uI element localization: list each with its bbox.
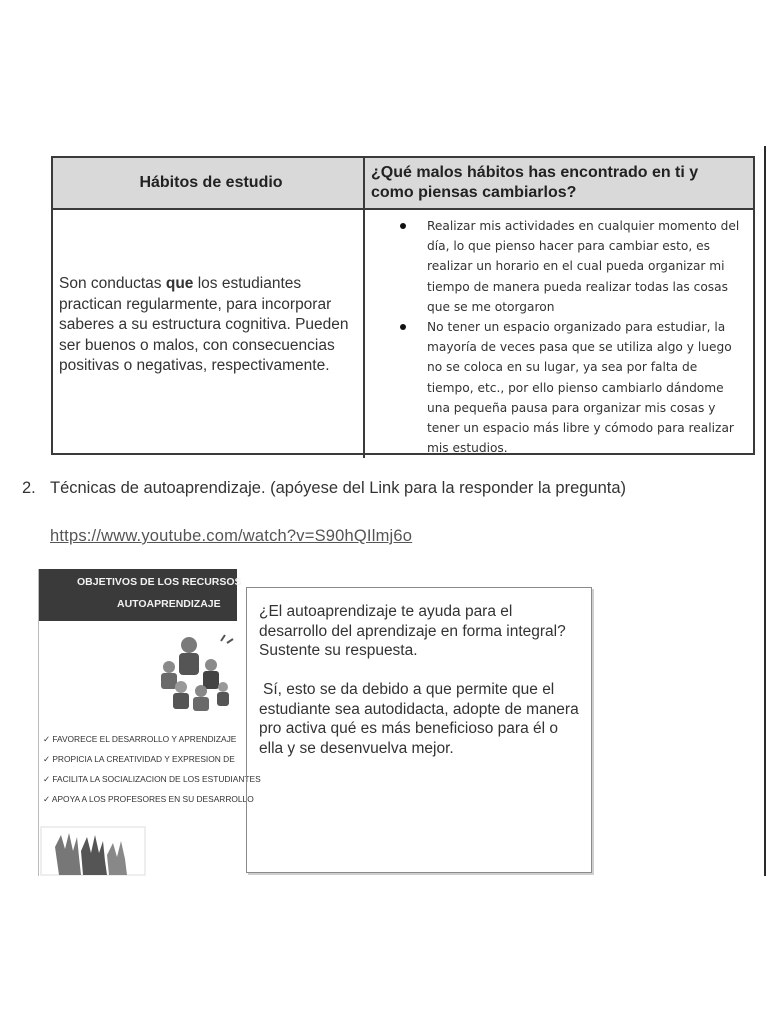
bad-habit-text: Realizar mis actividades en cualquier momento del día, lo que pienso hacer para cambiar esto, es realizar un horario en el cual pueda organizar mi tiempo de manera pueda realizar todas las cosas que se me otorgaron: [427, 219, 740, 314]
page-edge-line: [764, 146, 766, 876]
infographic-item: ✓ FAVORECE EL DESARROLLO Y APRENDIZAJE: [43, 734, 237, 744]
study-habits-table: [51, 156, 755, 455]
bad-habits-cell: [365, 210, 753, 458]
question-number: 2.: [22, 479, 36, 497]
answer-box: [246, 587, 592, 873]
question-text: Técnicas de autoaprendizaje. (apóyese del Link para la responder la pregunta): [50, 479, 627, 497]
definition-bold-word: que: [165, 275, 194, 292]
people-group-icon: [149, 631, 239, 721]
answer-response: Sí, esto se da debido a que permite que el estudiante sea autodidacta, adopte de manera pro activa qué es más beneficioso para él o ella y se desenvuelva mejor.: [259, 681, 579, 757]
infographic-image: [38, 569, 261, 876]
bad-habits-list: [371, 216, 747, 458]
answer-question: ¿El autoaprendizaje te ayuda para el desarrollo del aprendizaje en forma integral? Sustente su respuesta.: [259, 603, 566, 659]
definition-text-end: los estudiantes practican regularmente, para incorporar saberes a su estructura cognitiva. Pueden ser buenos o malos, con consecuencias positivas o negativas, respectivamente.: [59, 275, 349, 374]
table-header-bad-habits: ¿Qué malos hábitos has encontrado en ti y como piensas cambiarlos?: [365, 158, 753, 210]
infographic-title-line2: AUTOAPRENDIZAJE: [117, 598, 221, 610]
bad-habit-item: [371, 216, 747, 317]
habits-definition-cell: [53, 210, 365, 458]
infographic-item: ✓ PROPICIA LA CREATIVIDAD Y EXPRESION DE: [43, 754, 235, 764]
infographic-item: ✓ APOYA A LOS PROFESORES EN SU DESARROLLO: [43, 794, 254, 804]
infographic-list: [43, 734, 261, 814]
bullet-icon: [400, 324, 406, 330]
bad-habit-item: [371, 317, 747, 458]
bad-habit-text: No tener un espacio organizado para estudiar, la mayoría de veces pasa que se utiliza algo y luego no se coloca en su lugar, ya sea por falta de tiempo, etc., por ello pienso cambiarlo dándome una pequeña pausa para organizar mis cosas y tener un espacio más libre y cómodo para realizar mis estudios.: [427, 320, 734, 456]
youtube-link[interactable]: https://www.youtube.com/watch?v=S90hQIlmj6o: [50, 527, 413, 545]
infographic-title-line1: OBJETIVOS DE LOS RECURSOS: [77, 576, 242, 588]
bullet-icon: [400, 223, 406, 229]
infographic-item: ✓ FACILITA LA SOCIALIZACION DE LOS ESTUDIANTES: [43, 774, 261, 784]
infographic-header: [39, 569, 242, 621]
table-header-habits: Hábitos de estudio: [53, 158, 365, 210]
definition-text-start: Son conductas: [59, 275, 166, 292]
raised-hands-icon: [41, 827, 145, 875]
